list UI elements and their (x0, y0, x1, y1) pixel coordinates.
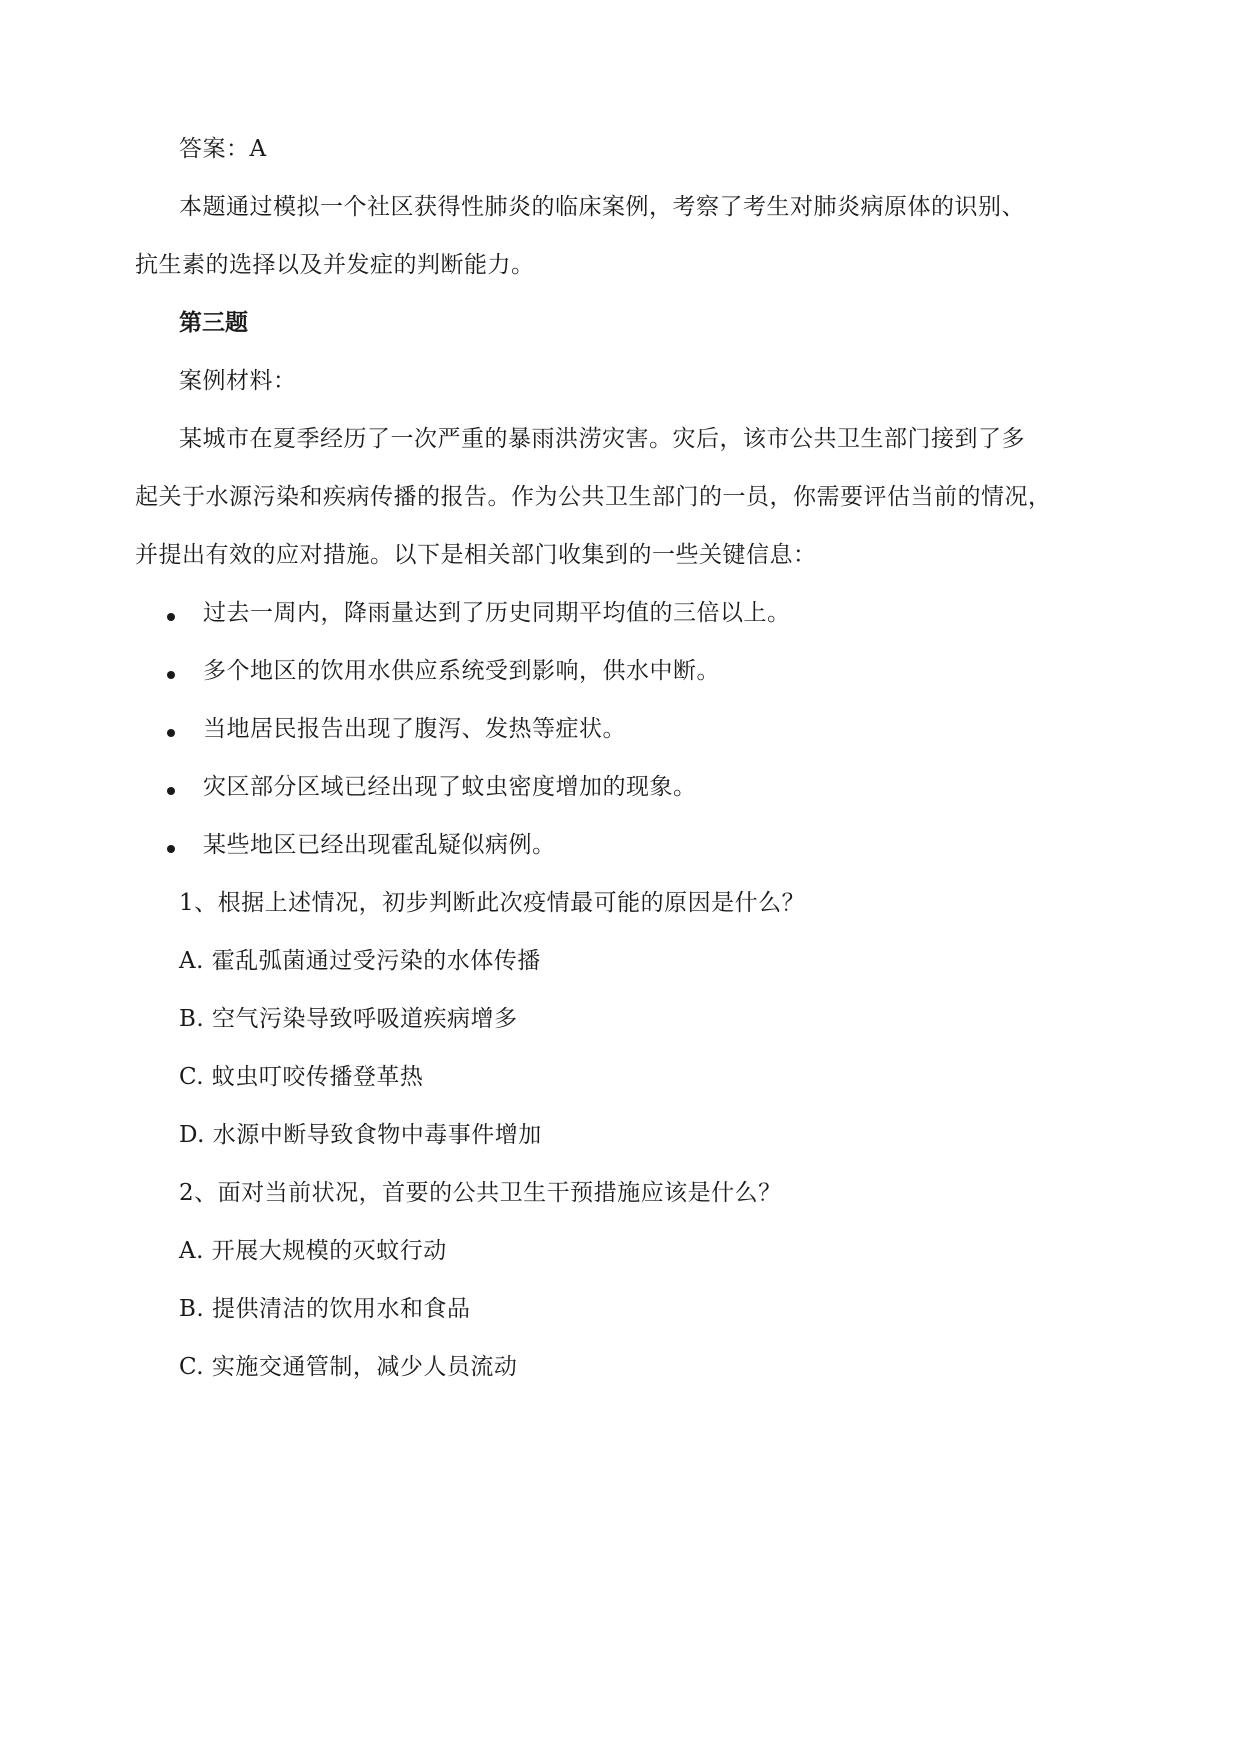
explanation-line-2: 抗生素的选择以及并发症的判断能力。 (135, 252, 535, 278)
bullet-dot (167, 787, 175, 795)
list-item-text: 当地居民报告出现了腹泻、发热等症状。 (203, 716, 626, 742)
case-paragraph-line-3: 并提出有效的应对措施。以下是相关部门收集到的一些关键信息： (135, 542, 817, 568)
bullet-dot (167, 671, 175, 679)
list-item-text: 多个地区的饮用水供应系统受到影响，供水中断。 (203, 658, 720, 684)
list-item-text: 过去一周内，降雨量达到了历史同期平均值的三倍以上。 (203, 600, 791, 626)
option-a: A. 开展大规模的灭蚊行动 (179, 1238, 447, 1264)
list-item-text: 灾区部分区域已经出现了蚊虫密度增加的现象。 (203, 774, 697, 800)
option-c: C. 实施交通管制，减少人员流动 (179, 1354, 518, 1380)
section-title: 第三题 (179, 310, 248, 336)
option-b: B. 空气污染导致呼吸道疾病增多 (179, 1006, 518, 1032)
option-c: C. 蚊虫叮咬传播登革热 (179, 1064, 424, 1090)
case-label: 案例材料： (179, 368, 297, 394)
question-stem: 2、面对当前状况，首要的公共卫生干预措施应该是什么？ (179, 1180, 782, 1206)
bullet-dot (167, 729, 175, 737)
option-d: D. 水源中断导致食物中毒事件增加 (179, 1122, 542, 1148)
answer-line: 答案：A (179, 136, 267, 162)
list-item-text: 某些地区已经出现霍乱疑似病例。 (203, 832, 556, 858)
option-a: A. 霍乱弧菌通过受污染的水体传播 (179, 948, 541, 974)
explanation-line-1: 本题通过模拟一个社区获得性肺炎的临床案例，考察了考生对肺炎病原体的识别、 (179, 194, 1025, 220)
question-stem: 1、根据上述情况，初步判断此次疫情最可能的原因是什么？ (179, 890, 806, 916)
bullet-dot (167, 613, 175, 621)
case-paragraph-line-1: 某城市在夏季经历了一次严重的暴雨洪涝灾害。灾后，该市公共卫生部门接到了多 (179, 426, 1025, 452)
option-b: B. 提供清洁的饮用水和食品 (179, 1296, 471, 1322)
bullet-dot (167, 845, 175, 853)
case-paragraph-line-2: 起关于水源污染和疾病传播的报告。作为公共卫生部门的一员，你需要评估当前的情况， (135, 484, 1052, 510)
